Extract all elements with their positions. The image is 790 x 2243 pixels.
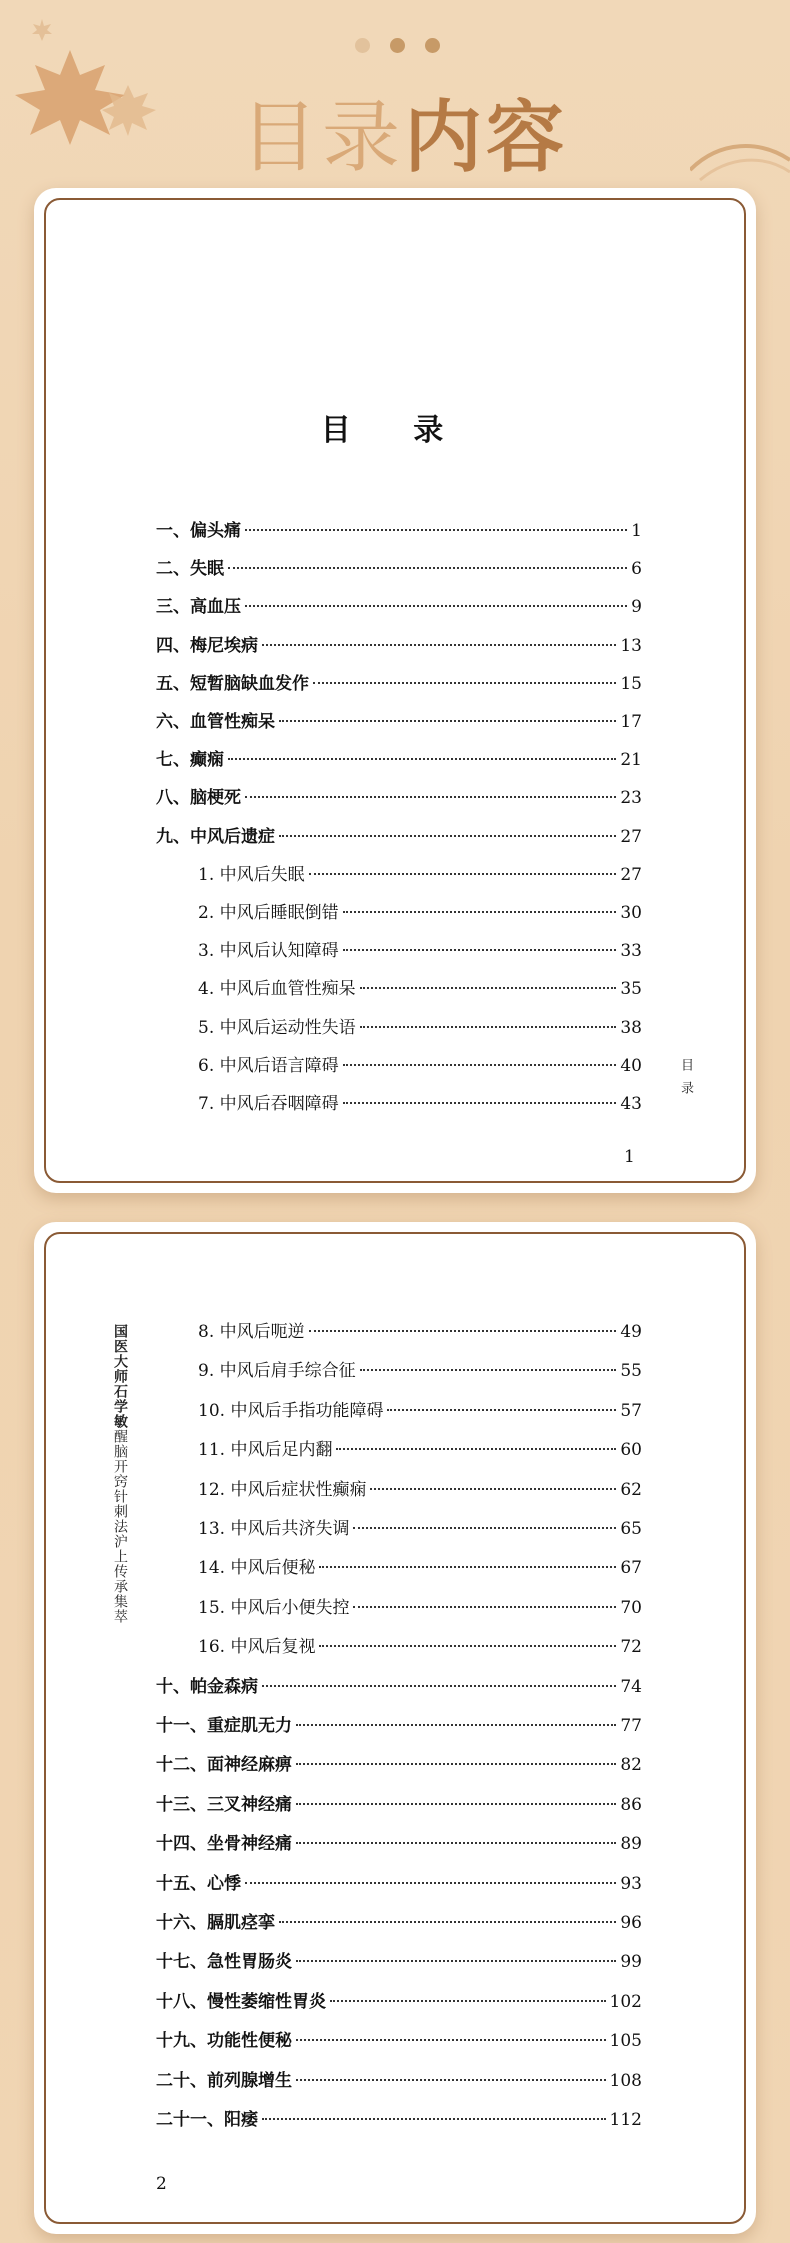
toc-entry-page: 74 <box>620 1676 642 1697</box>
dot-leader <box>228 758 616 760</box>
dot-leader <box>245 605 627 607</box>
toc-entry-page: 96 <box>620 1913 642 1933</box>
dot-leader <box>279 1921 616 1923</box>
toc-entry-page: 13 <box>620 635 642 656</box>
toc-entry-page: 27 <box>620 826 642 847</box>
dot-leader <box>330 2000 606 2002</box>
dot <box>425 38 440 53</box>
maple-leaf-icon <box>10 40 160 150</box>
dot <box>355 38 370 53</box>
dot-leader <box>262 1685 616 1687</box>
dot-leader <box>343 1064 617 1066</box>
toc-entry-page: 27 <box>620 864 642 885</box>
dot-leader <box>262 2118 606 2120</box>
toc-entry <box>198 1356 642 1381</box>
toc-entry <box>156 1869 642 1894</box>
dot-leader <box>353 1527 616 1529</box>
dot-leader <box>279 720 616 722</box>
toc-entry-page: 1 <box>631 521 642 541</box>
dot-leader <box>319 1566 616 1568</box>
book-title-bold: 国医大师石学敏 <box>112 1324 128 1429</box>
toc-entry <box>156 669 642 694</box>
toc-entry <box>156 1672 642 1697</box>
toc-entry-label: 二、失眠 <box>156 559 224 580</box>
toc-entry <box>198 860 642 885</box>
dot-leader <box>319 1645 616 1647</box>
toc-entry <box>156 2066 642 2091</box>
toc-entry-page: 99 <box>620 1952 642 1973</box>
toc-entry-page: 6 <box>631 559 642 580</box>
toc-entry-page: 60 <box>620 1440 642 1461</box>
page-number: 2 <box>156 2174 167 2194</box>
toc-entry-label: 十、帕金森病 <box>156 1676 258 1697</box>
book-title-rest: 醒脑开窍针刺法沪上传承集萃 <box>112 1429 128 1624</box>
dot-leader <box>353 1606 616 1608</box>
toc-entry-label: 十一、重症肌无力 <box>156 1716 292 1736</box>
toc-entry-label: 3. 中风后认知障碍 <box>198 941 339 962</box>
toc-entry <box>156 631 642 656</box>
toc-entry-page: 15 <box>620 673 642 694</box>
toc-entry <box>198 1475 642 1500</box>
toc-entry-label: 6. 中风后语言障碍 <box>198 1055 339 1076</box>
toc-entry-page: 55 <box>620 1361 642 1382</box>
toc-entry-page: 77 <box>620 1716 642 1736</box>
decorative-dots <box>355 38 440 53</box>
toc-entry <box>156 2026 642 2051</box>
toc-entry-page: 82 <box>620 1755 642 1776</box>
dot-leader <box>296 1960 616 1962</box>
toc-entry-label: 十九、功能性便秘 <box>156 2031 292 2052</box>
toc-page-1 <box>34 188 756 1193</box>
toc-entry-label: 七、癫痫 <box>156 750 224 771</box>
toc-entry-page: 40 <box>620 1055 642 1076</box>
toc-entry-label: 十八、慢性萎缩性胃炎 <box>156 1991 326 2012</box>
toc-entry-label: 十五、心悸 <box>156 1873 241 1894</box>
dot-leader <box>343 949 617 951</box>
dot-leader <box>387 1409 616 1411</box>
toc-entry-label: 13. 中风后共济失调 <box>198 1519 350 1539</box>
toc-entry <box>198 1089 642 1114</box>
page-border <box>44 1232 746 2224</box>
toc-entry-label: 1. 中风后失眠 <box>198 864 305 885</box>
page-number: 1 <box>624 1147 635 1167</box>
dot-leader <box>296 1724 616 1726</box>
header <box>0 0 790 190</box>
toc-entry <box>198 1317 642 1342</box>
toc-entry-page: 72 <box>620 1637 642 1658</box>
toc-entry-page: 9 <box>631 597 642 618</box>
page-title <box>240 75 568 187</box>
toc-entry-page: 62 <box>620 1479 642 1500</box>
toc-entry <box>156 1987 642 2012</box>
toc-entry-page: 93 <box>620 1873 642 1894</box>
toc-list-page-1 <box>46 200 744 1181</box>
toc-entry-page: 112 <box>609 2110 642 2130</box>
side-label: 目录 <box>678 1058 693 1104</box>
toc-entry-label: 十四、坐骨神经痛 <box>156 1834 292 1855</box>
toc-list-page-2 <box>46 1234 744 2222</box>
toc-entry <box>156 1711 642 1736</box>
toc-entry-page: 86 <box>620 1794 642 1815</box>
page-border <box>44 198 746 1183</box>
toc-entry-label: 一、偏头痛 <box>156 521 241 541</box>
toc-entry-page: 30 <box>620 903 642 923</box>
toc-entry <box>156 822 642 847</box>
toc-entry <box>198 1553 642 1578</box>
dot-leader <box>245 796 616 798</box>
toc-entry-label: 六、血管性痴呆 <box>156 712 275 732</box>
toc-entry-label: 十三、三叉神经痛 <box>156 1794 292 1815</box>
toc-entry-label: 十七、急性胃肠炎 <box>156 1952 292 1973</box>
toc-entry <box>156 554 642 579</box>
dot-leader <box>296 1803 616 1805</box>
toc-entry <box>198 1632 642 1657</box>
toc-entry-page: 38 <box>620 1017 642 1038</box>
toc-entry-label: 八、脑梗死 <box>156 788 241 809</box>
toc-entry-label: 5. 中风后运动性失语 <box>198 1017 356 1038</box>
toc-page-2 <box>34 1222 756 2234</box>
dot <box>390 38 405 53</box>
toc-entry <box>198 898 642 923</box>
dot-leader <box>360 987 617 989</box>
toc-entry-label: 7. 中风后吞咽障碍 <box>198 1094 339 1114</box>
dot-leader <box>296 1842 616 1844</box>
toc-entry <box>156 1790 642 1815</box>
dot-leader <box>309 873 617 875</box>
toc-entry <box>198 936 642 961</box>
toc-entry-page: 33 <box>620 941 642 962</box>
dot-leader <box>296 1763 616 1765</box>
toc-entry-label: 二十一、阳痿 <box>156 2110 258 2130</box>
toc-entry-label: 五、短暂脑缺血发作 <box>156 673 309 694</box>
toc-entry-page: 108 <box>609 2070 642 2091</box>
dot-leader <box>343 911 617 913</box>
toc-entry <box>156 2105 642 2130</box>
toc-entry <box>198 1593 642 1618</box>
toc-entry-label: 4. 中风后血管性痴呆 <box>198 979 356 1000</box>
toc-entry-page: 35 <box>620 979 642 1000</box>
dot-leader <box>313 682 616 684</box>
toc-entry <box>198 1051 642 1076</box>
toc-entry <box>198 974 642 999</box>
dot-leader <box>309 1330 617 1332</box>
toc-entry <box>198 1514 642 1539</box>
toc-entry <box>156 1947 642 1972</box>
toc-entry-label: 15. 中风后小便失控 <box>198 1597 350 1618</box>
toc-entry-page: 21 <box>620 750 642 771</box>
toc-entry <box>198 1435 642 1460</box>
dot-leader <box>245 1882 616 1884</box>
toc-entry <box>156 1829 642 1854</box>
title-light: 目录 <box>240 93 405 183</box>
toc-entry-page: 105 <box>609 2031 642 2052</box>
toc-entry-label: 12. 中风后症状性癫痫 <box>198 1479 367 1500</box>
toc-entry-label: 9. 中风后肩手综合征 <box>198 1361 356 1382</box>
dot-leader <box>296 2079 606 2081</box>
dot-leader <box>245 529 627 531</box>
toc-entry-page: 70 <box>620 1597 642 1618</box>
toc-entry-page: 65 <box>620 1519 642 1539</box>
dot-leader <box>262 644 616 646</box>
toc-entry-page: 89 <box>620 1834 642 1855</box>
dot-leader <box>336 1448 616 1450</box>
toc-entry-label: 11. 中风后足内翻 <box>198 1440 333 1461</box>
toc-entry <box>198 1013 642 1038</box>
title-bold: 内容 <box>404 93 569 183</box>
toc-entry <box>198 1396 642 1421</box>
toc-entry <box>156 707 642 732</box>
toc-entry-page: 67 <box>620 1558 642 1579</box>
toc-entry-label: 十二、面神经麻痹 <box>156 1755 292 1776</box>
dot-leader <box>370 1488 616 1490</box>
toc-entry-page: 43 <box>620 1094 642 1114</box>
toc-entry-label: 14. 中风后便秘 <box>198 1558 316 1579</box>
toc-entry-page: 57 <box>620 1400 642 1421</box>
toc-entry-page: 102 <box>609 1991 642 2012</box>
toc-heading: 目 录 <box>320 413 470 448</box>
toc-entry-label: 二十、前列腺增生 <box>156 2070 292 2091</box>
toc-entry-label: 三、高血压 <box>156 597 241 618</box>
toc-entry-label: 2. 中风后睡眠倒错 <box>198 903 339 923</box>
toc-entry-page: 49 <box>620 1322 642 1342</box>
toc-entry-page: 23 <box>620 788 642 809</box>
toc-entry-label: 九、中风后遗症 <box>156 826 275 847</box>
dot-leader <box>360 1026 617 1028</box>
toc-entry <box>156 516 642 541</box>
toc-entry <box>156 1908 642 1933</box>
toc-entry <box>156 592 642 617</box>
toc-entry-label: 8. 中风后呃逆 <box>198 1322 305 1342</box>
dot-leader <box>279 835 616 837</box>
toc-entry-label: 10. 中风后手指功能障碍 <box>198 1400 384 1421</box>
dot-leader <box>360 1369 617 1371</box>
toc-entry-label: 四、梅尼埃病 <box>156 635 258 656</box>
dot-leader <box>296 2039 606 2041</box>
toc-entry <box>156 783 642 808</box>
toc-entry <box>156 745 642 770</box>
toc-entry <box>156 1750 642 1775</box>
toc-entry-label: 十六、膈肌痉挛 <box>156 1913 275 1933</box>
toc-entry-page: 17 <box>620 712 642 732</box>
small-leaf-icon <box>30 18 54 42</box>
dot-leader <box>343 1102 617 1104</box>
toc-entry-label: 16. 中风后复视 <box>198 1637 316 1658</box>
dot-leader <box>228 567 627 569</box>
